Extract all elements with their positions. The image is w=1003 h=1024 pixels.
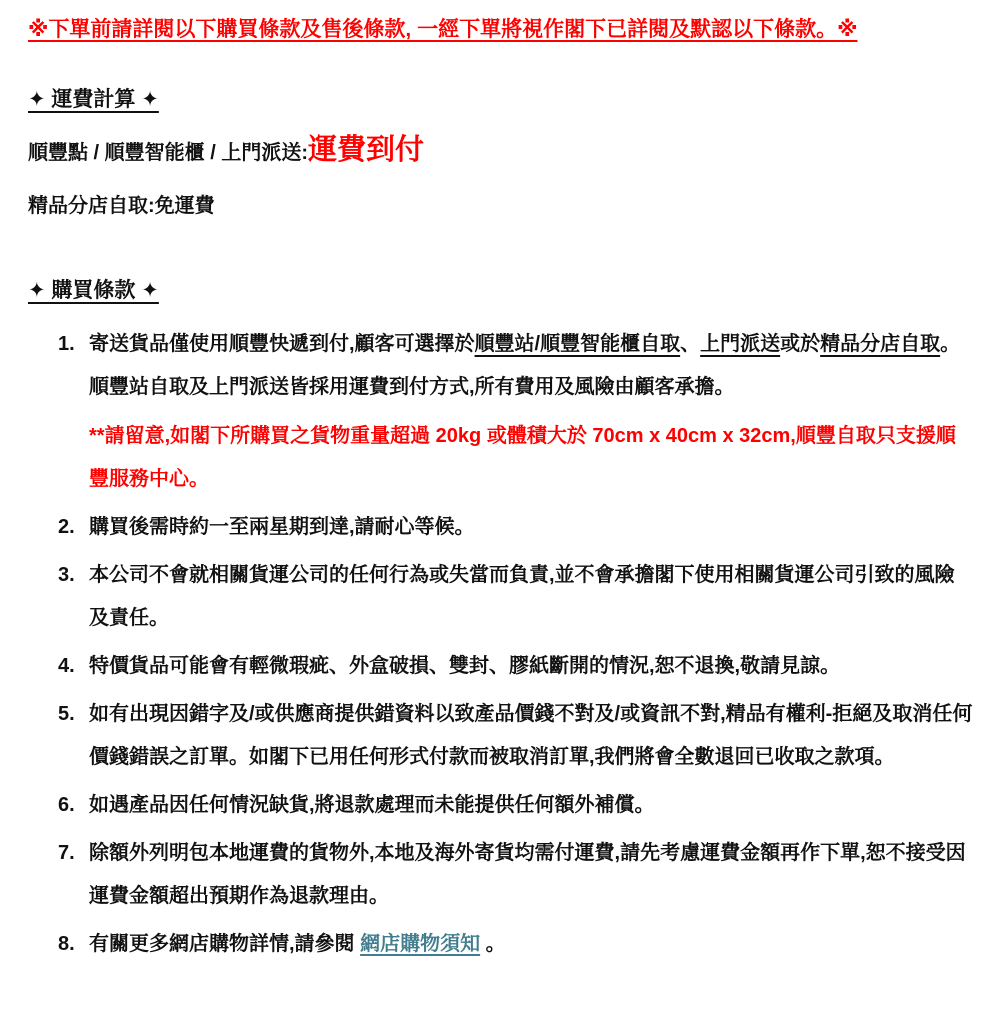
term-text-normal: 如遇產品因任何情況缺貨,將退款處理而未能提供任何額外補償。 [89, 794, 655, 817]
term-number: 2. [58, 516, 75, 539]
sf-shipping-line [28, 136, 973, 165]
term-number: 4. [58, 655, 75, 678]
term-paragraph [89, 415, 973, 501]
terms-list [28, 323, 973, 966]
term-text-normal: 購買後需時約一至兩星期到達,請耐心等候。 [89, 516, 475, 539]
term-number: 7. [58, 842, 75, 865]
sf-shipping-options-label: 順豐點 / 順豐智能櫃 / 上門派送: [28, 142, 308, 165]
term-paragraph [89, 323, 973, 409]
term-item [58, 506, 973, 549]
store-shopping-guide-link[interactable]: 網店購物須知 [360, 933, 481, 956]
term-number: 5. [58, 703, 75, 726]
term-paragraph [89, 693, 973, 779]
term-paragraph [89, 923, 973, 966]
term-number: 3. [58, 564, 75, 587]
term-paragraph [89, 784, 973, 827]
term-body [89, 645, 973, 688]
term-number: 1. [58, 333, 75, 356]
term-body [89, 506, 973, 549]
term-paragraph [89, 832, 973, 918]
term-text-red: **請留意,如閣下所購買之貨物重量超過 20kg 或體積大於 70cm x 40cm x 32cm,順豐自取只支援順豐服務中心。 [89, 425, 956, 491]
term-body [89, 693, 973, 779]
store-pickup-line: 精品分店自取:免運費 [28, 195, 215, 218]
term-item [58, 693, 973, 779]
term-text-normal: 或於 [780, 333, 821, 356]
term-text-normal: 。順豐站自取及上門派送皆採用運費到付方式,所有費用及風險由顧客承擔。 [89, 333, 961, 399]
terms-section-heading: ✦ 購買條款 ✦ [28, 279, 159, 303]
term-paragraph [89, 554, 973, 640]
term-paragraph [89, 645, 973, 688]
term-text-normal: 、 [680, 333, 701, 356]
term-item [58, 923, 973, 966]
term-body [89, 323, 973, 501]
freight-collect-highlight: 運費到付 [308, 134, 425, 167]
term-text-underline: 順豐站/順豐智能櫃自取 [474, 333, 681, 356]
term-body [89, 832, 973, 918]
term-paragraph [89, 506, 973, 549]
term-text-underline: 上門派送 [700, 333, 781, 356]
term-number: 6. [58, 794, 75, 817]
term-item [58, 645, 973, 688]
term-item [58, 832, 973, 918]
term-number: 8. [58, 933, 75, 956]
term-text-normal: 特價貨品可能會有輕微瑕疵、外盒破損、雙封、膠紙斷開的情況,恕不退換,敬請見諒。 [89, 655, 841, 678]
term-text-normal: 。 [480, 933, 506, 956]
term-text-normal: 有關更多網店購物詳情,請參閱 [89, 933, 361, 956]
term-text-normal: 除額外列明包本地運費的貨物外,本地及海外寄貨均需付運費,請先考慮運費金額再作下單,恕不接受因運費金額超出預期作為退款理由。 [89, 842, 966, 908]
term-text-normal: 本公司不會就相關貨運公司的任何行為或失當而負責,並不會承擔閣下使用相關貨運公司引致的風險及責任。 [89, 564, 955, 630]
term-text-normal: 寄送貨品僅使用順豐快遞到付,顧客可選擇於 [89, 333, 475, 356]
term-item [58, 554, 973, 640]
term-body [89, 554, 973, 640]
order-notice-banner: ※下單前請詳閱以下購買條款及售後條款, 一經下單將視作閣下已詳閱及默認以下條款。※ [28, 18, 858, 41]
term-body [89, 923, 973, 966]
term-text-underline: 精品分店自取 [820, 333, 941, 356]
term-item [58, 323, 973, 501]
shipping-section-heading: ✦ 運費計算 ✦ [28, 88, 159, 112]
term-item [58, 784, 973, 827]
term-body [89, 784, 973, 827]
term-text-normal: 如有出現因錯字及/或供應商提供錯資料以致產品價錢不對及/或資訊不對,精品有權利-拒絕及取消任何價錢錯誤之訂單。如閣下已用任何形式付款而被取消訂單,我們將會全數退回已收取之款項。 [89, 703, 973, 769]
